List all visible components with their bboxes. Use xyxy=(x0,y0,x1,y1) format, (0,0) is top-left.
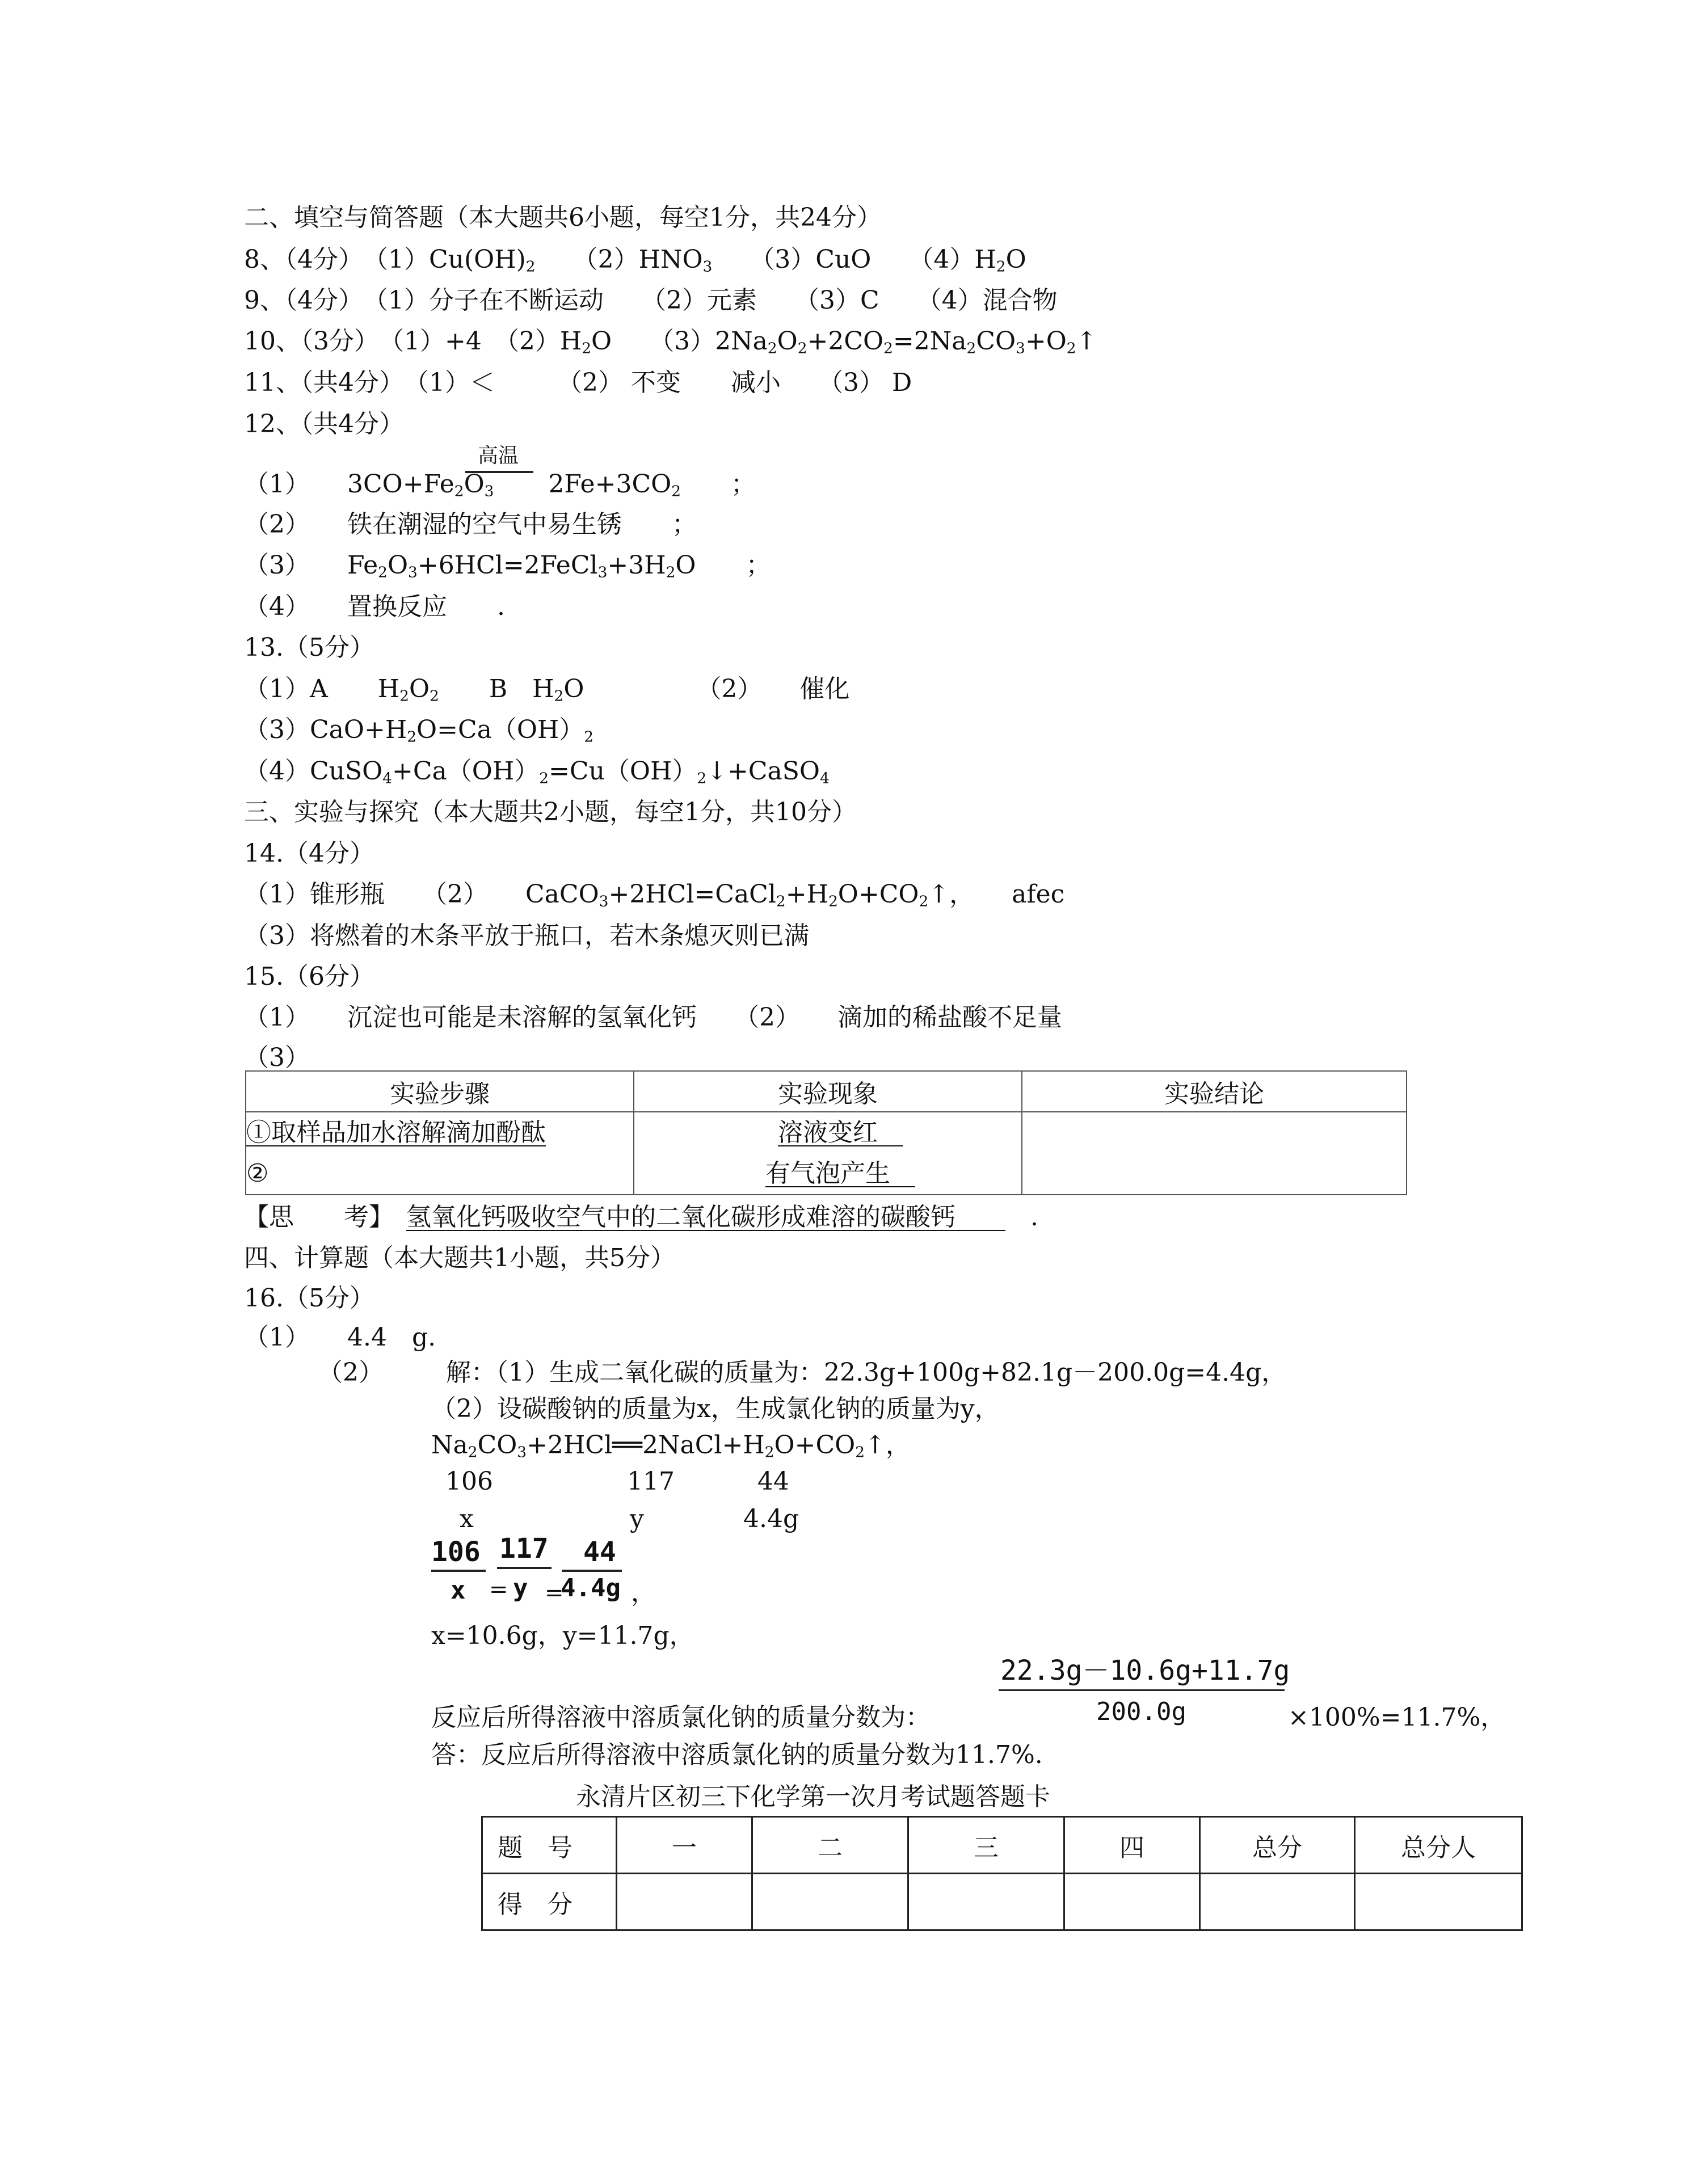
q12-label: 12、（共4分） xyxy=(244,410,404,439)
q14-label: 14.（4分） xyxy=(244,839,374,868)
pct-label: 反应后所得溶液中溶质氯化钠的质量分数为： xyxy=(431,1703,931,1732)
q16-equation: $Na_2CO_3+2HCl══2NaCl+H_2O+CO_2↑$， xyxy=(431,1431,911,1461)
score-table xyxy=(481,1816,1523,1931)
solve-line: x=10.6g，y=11.7g， xyxy=(431,1621,694,1650)
q16-label: 16.（5分） xyxy=(244,1284,374,1313)
q13-label: 13.（5分） xyxy=(244,633,374,662)
q13-line4: $(4)CuSO_4+Ca(OH)_2=Cu(OH)_2↓+CaSO_4$ xyxy=(244,757,830,787)
q16-line2: （2） 解：（1）生成二氧化碳的质量为：22.3g+100g+82.1g－200.0g=4.4g， xyxy=(318,1358,1287,1387)
frac-eq-2: = xyxy=(545,1580,564,1606)
q15-label: 15.（6分） xyxy=(244,962,374,991)
score-header-4: 四 xyxy=(1064,1817,1200,1874)
molar-mass-117: 117 xyxy=(627,1467,675,1496)
score-cell-3 xyxy=(908,1874,1064,1930)
frac-num-106: 106 xyxy=(431,1536,481,1568)
score-header-label: 题 号 xyxy=(482,1817,617,1874)
score-row-label: 得 分 xyxy=(482,1874,617,1930)
score-header-scorer: 总分人 xyxy=(1355,1817,1522,1874)
pct-numerator: 22.3g－10.6g+11.7g xyxy=(1000,1655,1290,1687)
pct-bar xyxy=(999,1689,1285,1691)
q8: 8、（4分） $(1)Cu(OH)_2$ $(2)HNO_3$ （3）CuO $(4)H_2O$ xyxy=(244,245,1026,276)
table-header-phenomena: 实验现象 xyxy=(634,1071,1022,1112)
section2-header: 二、填空与简答题（本大题共6小题，每空1分，共24分） xyxy=(244,203,882,232)
frac-num-44: 44 xyxy=(583,1536,616,1568)
frac-den-x: x xyxy=(451,1576,466,1605)
frac-eq-1: = xyxy=(489,1576,508,1603)
unknown-y: y xyxy=(630,1504,644,1533)
frac-num-117: 117 xyxy=(499,1533,549,1565)
frac-den-4-4g: 4.4g xyxy=(561,1574,621,1603)
frac-bar-1 xyxy=(431,1570,486,1572)
answer-line: 答：反应后所得溶液中溶质氯化钠的质量分数为11.7%. xyxy=(431,1740,1043,1769)
score-cell-4 xyxy=(1064,1874,1200,1930)
q13-line3: $(3)CaO+H_2O=Ca(OH)_2$ xyxy=(244,715,594,746)
score-cell-1 xyxy=(617,1874,752,1930)
section3-header: 三、实验与探究（本大题共2小题，每空1分，共10分） xyxy=(244,798,857,827)
q16-line3: （2）设碳酸钠的质量为x，生成氯化钠的质量为y， xyxy=(431,1394,1000,1423)
score-cell-total xyxy=(1200,1874,1355,1930)
reaction-condition: 高温 xyxy=(478,444,519,467)
q12-line2: （2） 铁在潮湿的空气中易生锈 ； xyxy=(244,510,697,539)
think-line: 【思 考】 氢氧化钙吸收空气中的二氧化碳形成难溶的碳酸钙 . xyxy=(244,1203,1038,1232)
molar-mass-106: 106 xyxy=(445,1467,493,1496)
score-header-2: 二 xyxy=(752,1817,908,1874)
score-cell-scorer xyxy=(1355,1874,1522,1930)
frac-bar-3 xyxy=(562,1570,622,1572)
score-header-3: 三 xyxy=(908,1817,1064,1874)
score-header-1: 一 xyxy=(617,1817,752,1874)
score-cell-2 xyxy=(752,1874,908,1930)
score-header-total: 总分 xyxy=(1200,1817,1355,1874)
q16-line1: （1） 4.4 g. xyxy=(244,1323,436,1352)
unknown-x: x xyxy=(460,1504,474,1533)
answer-card-title: 永清片区初三下化学第一次月考试题答题卡 xyxy=(576,1782,1050,1811)
mass-co2: 4.4g xyxy=(743,1504,799,1533)
q11: 11、（共4分） （1）＜ （2） 不变 减小 （3） D xyxy=(244,368,912,397)
q10: 10、（3分） （1）+4 $(2)H_2O$ $(3)2Na_2O_2+2CO_2=2Na_2CO_3+O_2↑$ xyxy=(244,327,1097,357)
q15-line2: （3） xyxy=(244,1043,310,1072)
frac-comma: ， xyxy=(631,1578,656,1607)
q12-line1: （1） $3CO+Fe_2O_3$ $2Fe+3CO_2$ ； xyxy=(244,470,756,500)
table-cell-steps: ①取样品加水溶解滴加酚酞 ② xyxy=(246,1112,634,1195)
pct-result: ×100%=11.7%， xyxy=(1288,1703,1506,1732)
q15-line1: （1） 沉淀也可能是未溶解的氢氧化钙 （2） 滴加的稀盐酸不足量 xyxy=(244,1003,1062,1032)
q12-line3: （3） $Fe_2O_3+6HCl=2FeCl_3+3H_2O$ ； xyxy=(244,551,771,581)
molar-mass-44: 44 xyxy=(757,1467,789,1496)
frac-den-y: y xyxy=(513,1574,528,1603)
section4-header: 四、计算题（本大题共1小题，共5分） xyxy=(244,1243,675,1272)
q12-line4: （4） 置换反应 . xyxy=(244,592,505,621)
table-cell-conclusion xyxy=(1022,1112,1407,1195)
pct-denominator: 200.0g xyxy=(1096,1697,1186,1726)
table-cell-phenomena: 溶液变红 有气泡产生 xyxy=(634,1112,1022,1195)
q13-line1: （1）A $H_2O_2$ B $H_2O$ （2） 催化 xyxy=(244,674,850,705)
q14-line1: （1）锥形瓶 （2） $CaCO_3+2HCl=CaCl_2+H_2O+CO_2↑$， afec xyxy=(244,880,1065,910)
table-header-conclusion: 实验结论 xyxy=(1022,1071,1407,1112)
experiment-table xyxy=(245,1070,1407,1195)
up-arrow-icon: ↑ xyxy=(1076,327,1097,356)
frac-bar-2 xyxy=(497,1567,552,1569)
q9: 9、（4分） （1）分子在不断运动 （2）元素 （3）C （4）混合物 xyxy=(244,286,1058,315)
q14-line2: （3）将燃着的木条平放于瓶口，若木条熄灭则已满 xyxy=(244,921,809,950)
table-header-steps: 实验步骤 xyxy=(246,1071,634,1112)
